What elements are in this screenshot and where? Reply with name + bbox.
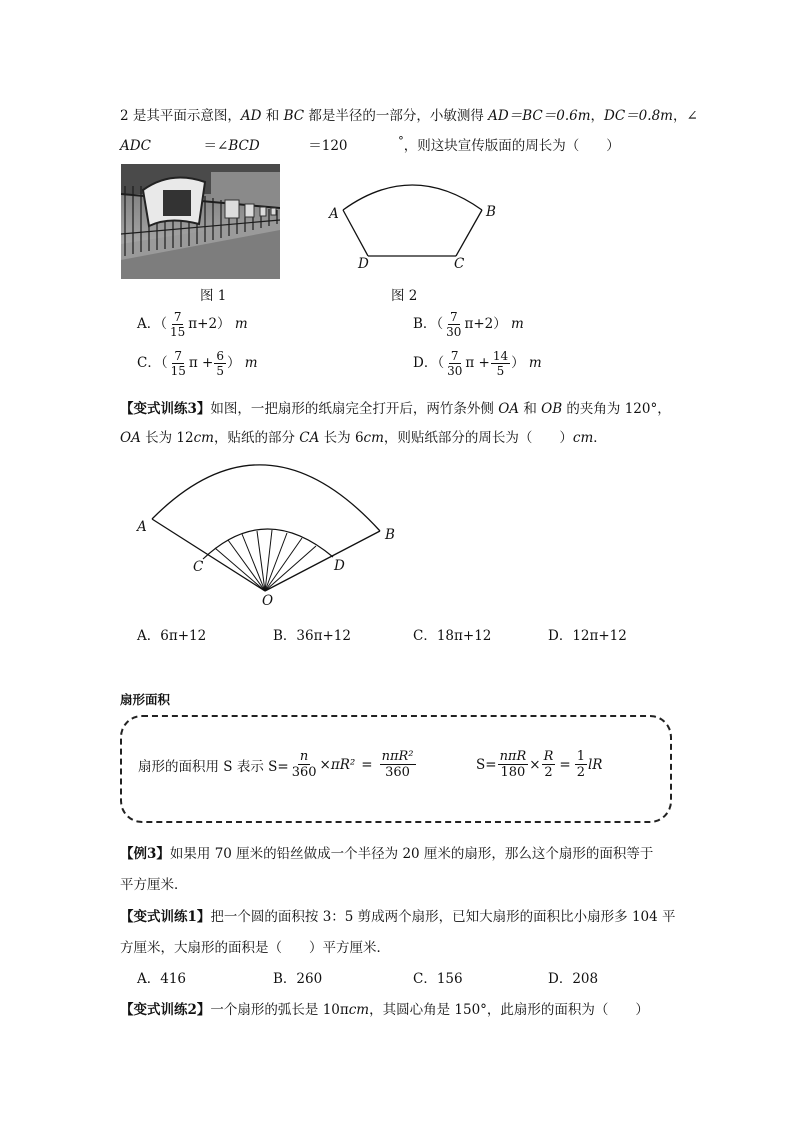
equals: = bbox=[559, 756, 571, 773]
unit: cm bbox=[193, 430, 214, 446]
text: 和 bbox=[261, 108, 284, 124]
pi-r-squared: πR² bbox=[330, 756, 356, 773]
variant1-option-a: A．416 bbox=[137, 971, 187, 987]
times-symbol: × bbox=[529, 756, 541, 773]
seg-bc: BC bbox=[283, 108, 305, 124]
denominator: 360 bbox=[291, 765, 317, 780]
numerator: 7 bbox=[450, 349, 459, 363]
text: 如图，一把扇形的纸扇完全打开后，两竹条外侧 bbox=[210, 401, 499, 417]
text: ，∠ bbox=[672, 108, 698, 124]
example3-line1 bbox=[120, 842, 653, 862]
angle-bcd: BCD bbox=[228, 138, 260, 154]
numerator: 6 bbox=[216, 349, 224, 363]
numerator: R bbox=[543, 749, 554, 764]
option-c bbox=[137, 350, 258, 377]
variant3-option-a: A．6π+12 bbox=[137, 628, 207, 644]
seg-ad: AD bbox=[240, 108, 262, 124]
figure2-label-c: C bbox=[454, 256, 465, 272]
variant1-option-d: D．208 bbox=[548, 971, 599, 987]
fan-label-b: B bbox=[385, 527, 395, 543]
equals: = bbox=[361, 756, 373, 773]
option-b bbox=[413, 311, 524, 338]
fraction bbox=[491, 350, 510, 377]
numerator: 7 bbox=[173, 310, 182, 324]
figure1-photo bbox=[121, 164, 280, 279]
text: 长为 12 bbox=[140, 430, 194, 446]
option-text: π+2） bbox=[464, 316, 507, 332]
unit: m bbox=[244, 355, 258, 371]
text: 把一个圆的面积按 3：5 剪成两个扇形，已知大扇形的面积比小扇形多 104 平 bbox=[210, 909, 676, 925]
text: 2 是其平面示意图， bbox=[120, 108, 241, 124]
question-intro-line2 bbox=[120, 134, 620, 154]
denominator: 2 bbox=[544, 765, 553, 780]
denominator: 5 bbox=[496, 364, 505, 378]
section-title: 扇形面积 bbox=[120, 692, 171, 707]
numerator: nπR bbox=[499, 749, 527, 764]
fraction bbox=[575, 750, 587, 779]
seg-ca: CA bbox=[299, 430, 320, 446]
option-label: D．（ bbox=[413, 355, 445, 371]
text: 长为 6 bbox=[319, 430, 364, 446]
variant1-option-c: C．156 bbox=[413, 971, 463, 987]
formula-text: S= bbox=[476, 756, 497, 773]
fan-diagram bbox=[135, 443, 395, 593]
angle-adc: ADC bbox=[120, 138, 151, 154]
variant-tag: 【变式训练2】 bbox=[120, 1002, 211, 1018]
variant3-option-c: C．18π+12 bbox=[413, 628, 492, 644]
variant2-line1 bbox=[120, 998, 649, 1018]
variant1-line2: 方厘米，大扇形的面积是（ ）平方厘米． bbox=[120, 940, 390, 956]
text: ， bbox=[590, 108, 605, 124]
text: ，则贴纸部分的周长为（ ） bbox=[383, 430, 573, 446]
formula-text: 扇形的面积用 S 表示 S= bbox=[138, 758, 289, 775]
option-label: A．（ bbox=[137, 316, 167, 332]
fan-outer-arc bbox=[152, 465, 380, 531]
option-text: π+2） bbox=[188, 316, 231, 332]
text: 的夹角为 120°， bbox=[562, 401, 671, 417]
figure2-segment-cb bbox=[456, 210, 482, 256]
figure2-label-a: A bbox=[329, 206, 339, 222]
unit: m bbox=[577, 108, 591, 124]
variant3-option-b: B．36π+12 bbox=[273, 628, 351, 644]
fraction bbox=[542, 750, 556, 779]
variant-tag: 【变式训练3】 bbox=[120, 401, 211, 417]
numerator: 14 bbox=[492, 349, 509, 363]
fraction bbox=[290, 750, 319, 779]
text: ，其圆心角是 150°，此扇形的面积为（ ） bbox=[369, 1002, 649, 1018]
seg-oa: OA bbox=[498, 401, 520, 417]
example3-line2: 平方厘米． bbox=[120, 877, 188, 893]
fraction bbox=[380, 750, 416, 779]
numerator: 7 bbox=[174, 349, 183, 363]
text: ＝∠ bbox=[203, 138, 229, 154]
figure2-arc-ab bbox=[343, 185, 482, 210]
denominator: 15 bbox=[170, 325, 186, 339]
option-text: π + bbox=[188, 355, 214, 371]
denominator: 180 bbox=[500, 765, 526, 780]
fraction bbox=[498, 750, 529, 779]
fraction bbox=[168, 311, 187, 338]
figure1-caption: 图 1 bbox=[200, 288, 227, 304]
text: ＝120 bbox=[308, 138, 348, 154]
times-symbol: × bbox=[319, 756, 331, 773]
numerator: nπR² bbox=[381, 749, 414, 764]
figure2-diagram bbox=[320, 176, 510, 276]
denominator: 30 bbox=[446, 325, 462, 339]
denominator: 2 bbox=[576, 765, 585, 780]
figure2-label-d: D bbox=[358, 256, 369, 272]
variant3-line1 bbox=[120, 397, 671, 417]
l-r: lR bbox=[587, 756, 603, 773]
fan-label-o: O bbox=[262, 593, 274, 609]
text: 和 bbox=[519, 401, 542, 417]
text: 都是半径的一部分，小敏测得 bbox=[304, 108, 489, 124]
denominator: 5 bbox=[216, 364, 224, 378]
fan-rib-ob bbox=[265, 531, 380, 591]
option-text: π + bbox=[465, 355, 490, 371]
fraction bbox=[214, 350, 226, 377]
seg-ob: OB bbox=[541, 401, 563, 417]
option-d bbox=[413, 350, 542, 377]
fraction bbox=[445, 350, 464, 377]
formula-sector-area bbox=[138, 750, 417, 779]
fan-label-a: A bbox=[137, 519, 147, 535]
option-text: ） bbox=[227, 355, 241, 371]
option-label: C．（ bbox=[137, 355, 168, 371]
denominator: 360 bbox=[385, 765, 410, 780]
variant1-option-b: B．260 bbox=[273, 971, 323, 987]
variant-tag: 【变式训练1】 bbox=[120, 909, 211, 925]
figure2-label-b: B bbox=[486, 204, 496, 220]
degree: ° bbox=[398, 134, 404, 148]
unit: m bbox=[660, 108, 673, 124]
unit: cm bbox=[363, 430, 384, 446]
fan-label-c: C bbox=[193, 559, 204, 575]
fan-label-d: D bbox=[334, 558, 345, 574]
option-text: ） bbox=[511, 355, 525, 371]
fraction bbox=[444, 311, 463, 338]
numerator: 7 bbox=[449, 310, 458, 324]
text: ，贴纸的部分 bbox=[213, 430, 300, 446]
numerator: n bbox=[299, 749, 309, 764]
denominator: 30 bbox=[447, 364, 463, 378]
figure2-segment-ad bbox=[343, 210, 368, 256]
question-intro-line1 bbox=[120, 104, 698, 124]
unit: m bbox=[511, 316, 524, 332]
text: 一个扇形的弧长是 10π bbox=[210, 1002, 349, 1018]
variant1-line1 bbox=[120, 905, 676, 925]
fan-rib-oa bbox=[152, 519, 265, 591]
fraction bbox=[169, 350, 188, 377]
eq-dc: DC＝0.8 bbox=[604, 108, 661, 124]
seg-oa: OA bbox=[120, 430, 141, 446]
unit: cm bbox=[572, 430, 594, 446]
text: ． bbox=[593, 430, 607, 446]
option-label: B．（ bbox=[413, 316, 444, 332]
unit: m bbox=[528, 355, 542, 371]
text: 如果用 70 厘米的铅丝做成一个半径为 20 厘米的扇形，那么这个扇形的面积等于 bbox=[169, 846, 654, 862]
numerator: 1 bbox=[576, 749, 585, 764]
unit: cm bbox=[348, 1002, 370, 1018]
option-a bbox=[137, 311, 248, 338]
unit: m bbox=[234, 316, 248, 332]
eq-ad-bc: AD＝BC＝0.6 bbox=[488, 108, 578, 124]
text: ，则这块宣传版面的周长为（ ） bbox=[403, 138, 620, 154]
variant3-option-d: D．12π+12 bbox=[548, 628, 627, 644]
formula-arc-length bbox=[476, 750, 602, 779]
denominator: 15 bbox=[170, 364, 186, 378]
example-tag: 【例3】 bbox=[120, 846, 170, 862]
figure2-caption: 图 2 bbox=[391, 288, 418, 304]
